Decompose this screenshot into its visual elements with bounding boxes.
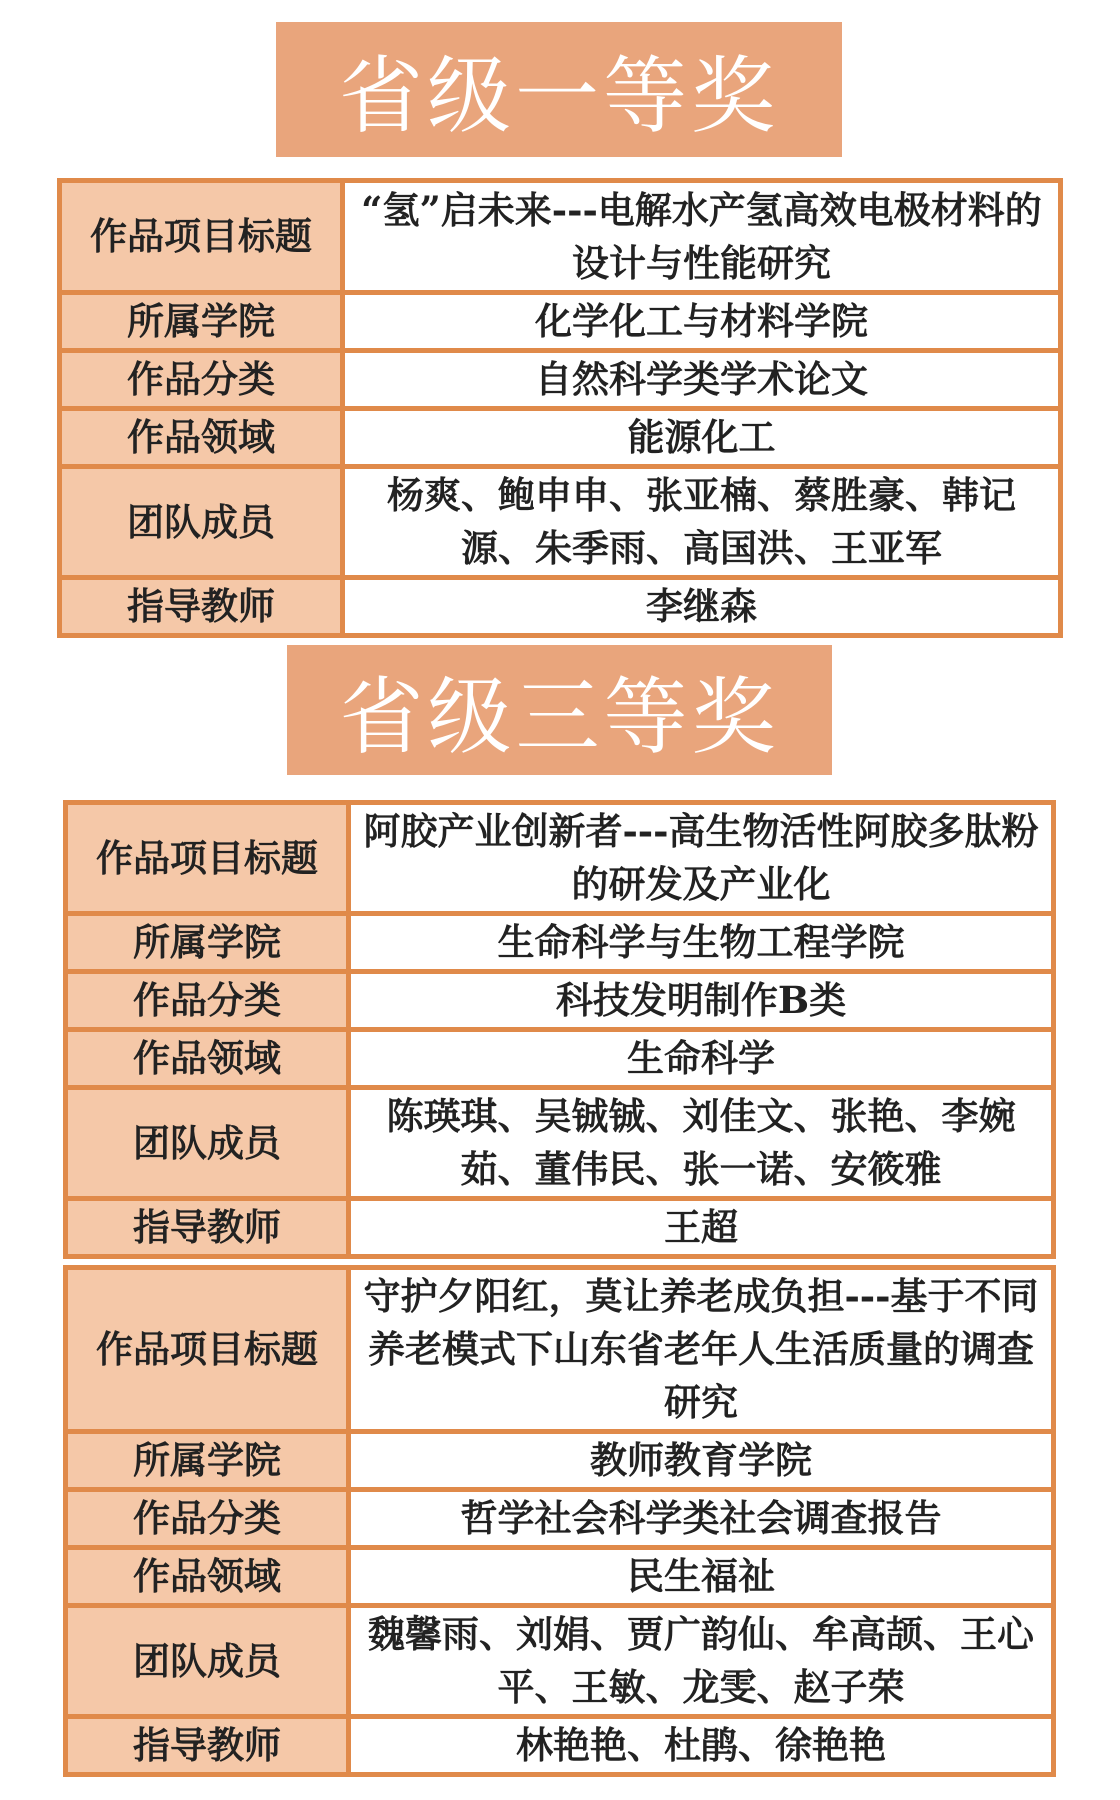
advisor-label: 指导教师 [66, 1199, 349, 1257]
award-table-2 [63, 800, 1056, 1259]
category-value: 自然科学类学术论文 [343, 351, 1061, 409]
table-row [60, 409, 1061, 467]
table-row [60, 351, 1061, 409]
members-value: 陈瑛琪、吴铖铖、刘佳文、张艳、李婉茹、董伟民、张一诺、安筱雅 [349, 1088, 1054, 1199]
field-label: 作品领域 [66, 1548, 349, 1606]
title-value: 阿胶产业创新者---高生物活性阿胶多肽粉的研发及产业化 [349, 803, 1054, 914]
title-label: 作品项目标题 [66, 803, 349, 914]
table-row [66, 803, 1054, 914]
award-banner-first-prize: 省级一等奖 [276, 22, 842, 157]
field-label: 作品领域 [60, 409, 343, 467]
table-row [66, 1030, 1054, 1088]
table-row [66, 1199, 1054, 1257]
award-table-3 [63, 1265, 1056, 1777]
field-value: 生命科学 [349, 1030, 1054, 1088]
advisor-value: 李继森 [343, 578, 1061, 636]
college-label: 所属学院 [60, 293, 343, 351]
category-label: 作品分类 [60, 351, 343, 409]
table-row [66, 1490, 1054, 1548]
college-label: 所属学院 [66, 914, 349, 972]
college-value: 教师教育学院 [349, 1432, 1054, 1490]
category-label: 作品分类 [66, 1490, 349, 1548]
college-label: 所属学院 [66, 1432, 349, 1490]
field-value: 民生福祉 [349, 1548, 1054, 1606]
advisor-value: 王超 [349, 1199, 1054, 1257]
field-value: 能源化工 [343, 409, 1061, 467]
table-row [60, 467, 1061, 578]
table-row [66, 1432, 1054, 1490]
table-row [66, 1606, 1054, 1717]
table-row [66, 1268, 1054, 1432]
title-label: 作品项目标题 [60, 181, 343, 293]
college-value: 生命科学与生物工程学院 [349, 914, 1054, 972]
advisor-label: 指导教师 [60, 578, 343, 636]
table-row [66, 972, 1054, 1030]
title-label: 作品项目标题 [66, 1268, 349, 1432]
category-value: 科技发明制作B类 [349, 972, 1054, 1030]
members-label: 团队成员 [66, 1088, 349, 1199]
advisor-label: 指导教师 [66, 1717, 349, 1775]
title-value: “氢”启未来---电解水产氢高效电极材料的设计与性能研究 [343, 181, 1061, 293]
members-value: 魏馨雨、刘娟、贾广韵仙、牟高颉、王心平、王敏、龙雯、赵子荣 [349, 1606, 1054, 1717]
table-row [66, 1548, 1054, 1606]
table-row [60, 578, 1061, 636]
title-value: 守护夕阳红，莫让养老成负担---基于不同养老模式下山东省老年人生活质量的调查研究 [349, 1268, 1054, 1432]
award-banner-third-prize: 省级三等奖 [287, 645, 832, 775]
members-label: 团队成员 [60, 467, 343, 578]
table-row [66, 1088, 1054, 1199]
category-value: 哲学社会科学类社会调查报告 [349, 1490, 1054, 1548]
table-row [66, 1717, 1054, 1775]
college-value: 化学化工与材料学院 [343, 293, 1061, 351]
field-label: 作品领域 [66, 1030, 349, 1088]
award-table-1 [57, 178, 1063, 638]
category-label: 作品分类 [66, 972, 349, 1030]
members-label: 团队成员 [66, 1606, 349, 1717]
table-row [60, 293, 1061, 351]
advisor-value: 林艳艳、杜鹃、徐艳艳 [349, 1717, 1054, 1775]
table-row [60, 181, 1061, 293]
members-value: 杨爽、鲍申申、张亚楠、蔡胜豪、韩记源、朱季雨、高国洪、王亚军 [343, 467, 1061, 578]
table-row [66, 914, 1054, 972]
